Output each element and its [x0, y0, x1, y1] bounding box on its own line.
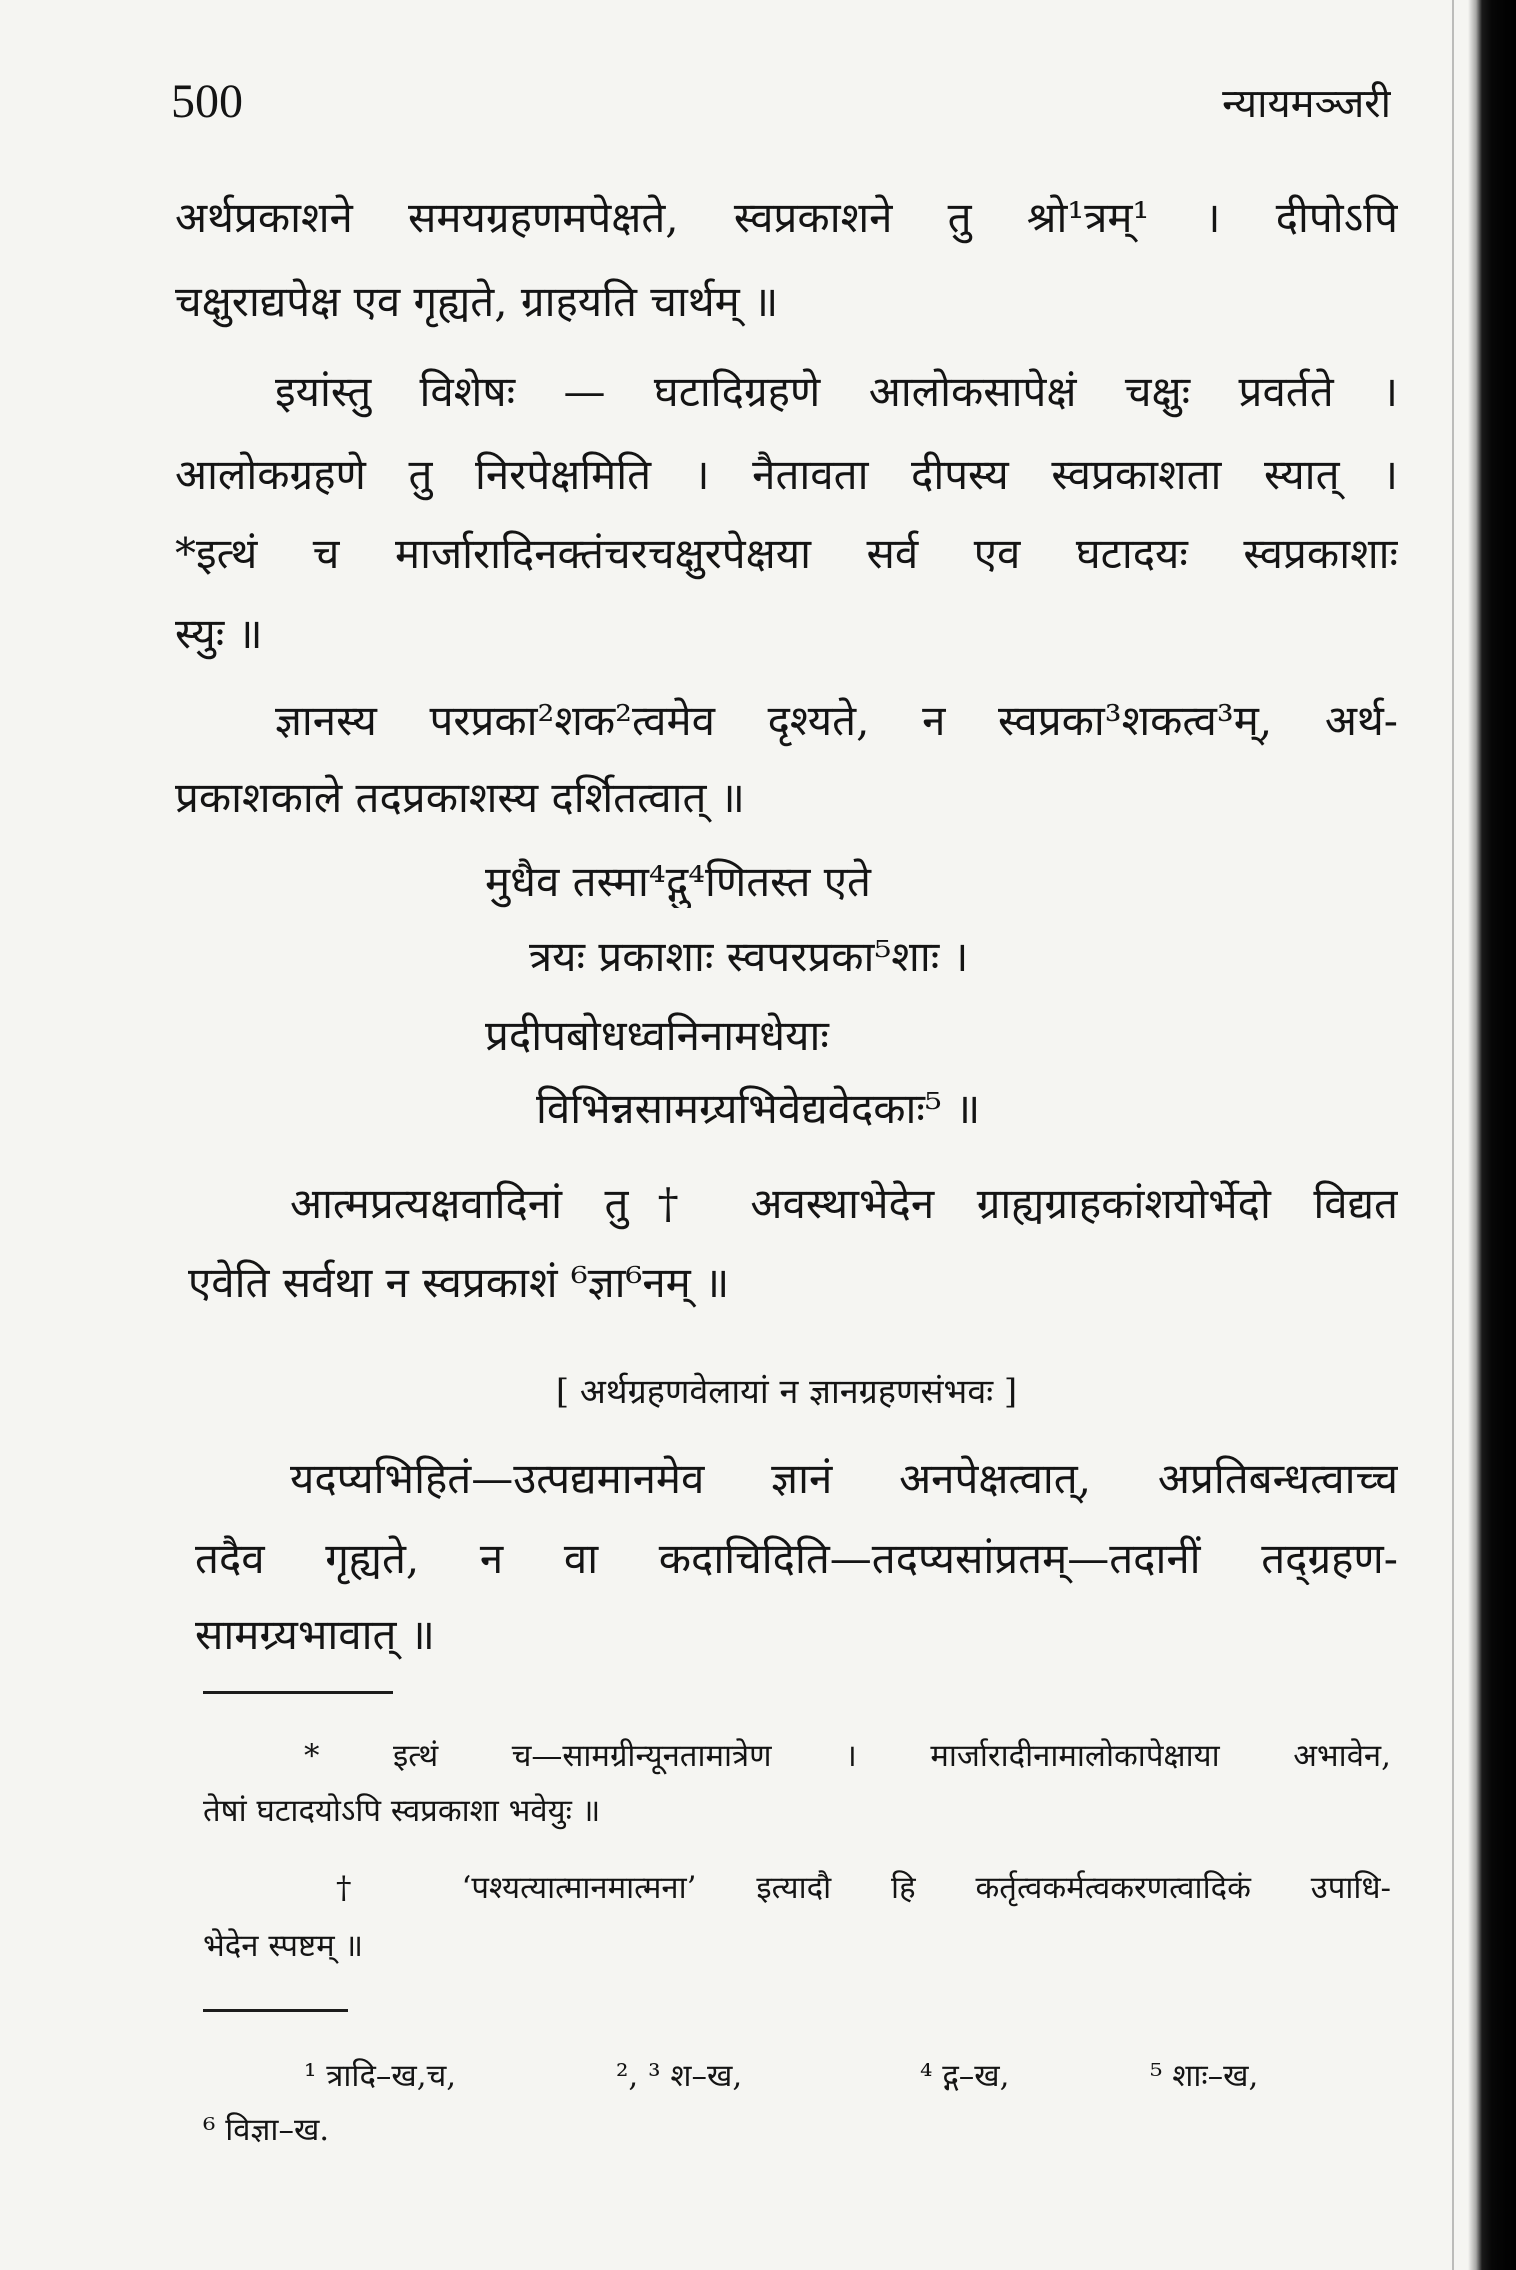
running-head: न्यायमञ्जरी [1222, 81, 1391, 127]
verse-line: त्रयः प्रकाशाः स्वपरप्रका⁵शाः । [529, 932, 969, 981]
text-line: *इत्थं च मार्जारादिनक्तंचरचक्षुरपेक्षया सर्व एव घटादयः स्वप्रकाशाः [175, 529, 1398, 578]
binding-edge [1468, 0, 1516, 2270]
variant-reading: ², ³ श–ख, [616, 2058, 743, 2094]
verse-line: विभिन्नसामग्र्यभिवेद्यवेदकाः⁵ ॥ [536, 1084, 981, 1133]
text-line: अर्थप्रकाशने समयग्रहणमपेक्षते, स्वप्रकाशने तु श्रो¹त्रम्¹ । दीपोऽपि [175, 193, 1398, 242]
verse-line: मुधैव तस्मा⁴द्गु⁴णितस्त एते [485, 857, 871, 906]
text-line: प्रकाशकाले तदप्रकाशस्य दर्शितत्वात् ॥ [175, 773, 745, 822]
variant-reading: ⁴ द्ग–ख, [920, 2058, 1010, 2094]
footnote-line: भेदेन स्पष्टम् ॥ [203, 1928, 364, 1964]
variant-reading: ⁵ शाः–ख, [1150, 2058, 1259, 2094]
page-number: 500 [171, 76, 243, 128]
footnote-line: तेषां घटादयोऽपि स्वप्रकाशा भवेयुः ॥ [203, 1793, 601, 1829]
text-line: चक्षुराद्यपेक्ष एव गृह्यते, ग्राहयति चार्थम् ॥ [175, 277, 779, 326]
text-line: यदप्यभिहितं—उत्पद्यमानमेव ज्ञानं अनपेक्षत्वात्, अप्रतिबन्धत्वाच्च [290, 1454, 1398, 1503]
footnote-line: † ‘पश्यत्यात्मानमात्मना’ इत्यादौ हि कर्तृत्वकर्मत्वकरणत्वादिकं उपाधि- [336, 1870, 1391, 1906]
text-line: ज्ञानस्य परप्रका²शक²त्वमेव दृश्यते, न स्वप्रका³शकत्व³म्, अर्थ- [275, 696, 1398, 745]
footnote-rule [203, 2009, 348, 2012]
text-line: आत्मप्रत्यक्षवादिनां तु† अवस्थाभेदेन ग्राह्यग्राहकांशयोर्भेदो विद्यत [290, 1179, 1398, 1228]
variant-reading: ¹ त्रादि–ख,च, [304, 2058, 457, 2094]
binding-shadow-line [1452, 0, 1454, 2270]
text-line: सामग्र्यभावात् ॥ [195, 1610, 435, 1659]
footnote-rule [203, 1691, 393, 1694]
text-line: इयांस्तु विशेषः — घटादिग्रहणे आलोकसापेक्षं चक्षुः प्रवर्तते । [275, 367, 1398, 416]
text-line: स्युः ॥ [175, 609, 263, 658]
footnote-line: * इत्थं च—सामग्रीन्यूनतामात्रेण । मार्जारादीनामालोकापेक्षाया अभावेन, [304, 1738, 1391, 1774]
text-line: एवेति सर्वथा न स्वप्रकाशं ⁶ज्ञा⁶नम् ॥ [188, 1258, 730, 1307]
text-line: आलोकग्रहणे तु निरपेक्षमिति । नैतावता दीपस्य स्वप्रकाशता स्यात् । [175, 450, 1398, 499]
verse-line: प्रदीपबोधध्वनिनामधेयाः [485, 1011, 829, 1060]
variant-reading: ⁶ विज्ञा–ख. [203, 2112, 330, 2148]
section-heading: [ अर्थग्रहणवेलायां न ज्ञानग्रहणसंभवः ] [555, 1372, 1018, 1412]
text-line: तदैव गृह्यते, न वा कदाचिदिति—तदप्यसांप्रतम्—तदानीं तद्ग्रहण- [195, 1534, 1398, 1583]
